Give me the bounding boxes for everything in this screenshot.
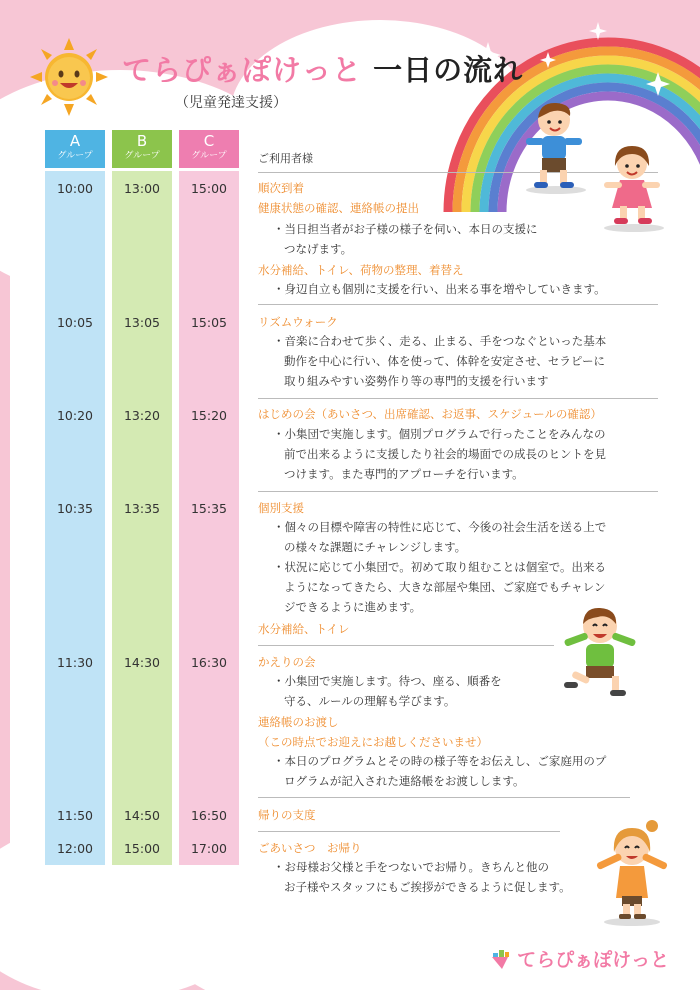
- row-divider: [258, 831, 560, 832]
- row-divider: [258, 398, 658, 399]
- time-a: 10:20: [56, 408, 94, 423]
- row-divider: [258, 645, 554, 646]
- description-text: ・小集団で実施します。個別プログラムで行ったことをみんなの: [273, 427, 606, 441]
- description-text: ・個々の目標や障害の特性に応じて、今後の社会生活を送る上で: [273, 520, 607, 534]
- time-b: 13:05: [123, 315, 161, 330]
- description-text: 守る、ルールの理解も学びます。: [284, 694, 456, 708]
- time-b: 13:35: [123, 501, 161, 516]
- logo-mark-icon: [488, 947, 512, 971]
- description-text: つなげます。: [284, 242, 353, 256]
- description-text: の様々な課題にチャレンジします。: [284, 540, 467, 554]
- time-a: 11:30: [56, 655, 94, 670]
- time-c: 15:35: [190, 501, 228, 516]
- users-column-header: ご利用者様: [258, 152, 313, 165]
- group-c-column: [179, 130, 239, 168]
- time-c: 15:20: [190, 408, 228, 423]
- time-b: 13:00: [123, 181, 161, 196]
- section-heading: リズムウォーク: [258, 315, 338, 329]
- page-title: [122, 48, 523, 89]
- section-heading: かえりの会: [258, 655, 316, 669]
- group-c-body: [179, 171, 239, 865]
- group-a-column: [45, 130, 105, 168]
- section-heading: はじめの会（あいさつ、出席確認、お返事、スケジュールの確認）: [258, 407, 602, 421]
- time-a: 10:00: [56, 181, 94, 196]
- row-divider: [258, 304, 658, 305]
- section-heading: 個別支援: [258, 501, 304, 515]
- description-text: つけます。また専門的アプローチを行います。: [284, 467, 524, 481]
- section-heading: （この時点でお迎えにお越しくださいませ）: [258, 735, 488, 749]
- time-c: 17:00: [190, 841, 228, 856]
- description-text: ・小集団で実施します。待つ、座る、順番を: [273, 674, 502, 688]
- time-c: 15:05: [190, 315, 228, 330]
- description-text: ・状況に応じて小集団で。初めて取り組むことは個室で。出来る: [273, 560, 607, 574]
- description-text: 前で出来るように支援したり社会的場面での成長のヒントを見: [284, 447, 606, 461]
- group-b-label: グループ: [124, 151, 160, 161]
- description-text: ログラムが記入された連絡帳をお渡しします。: [284, 774, 525, 788]
- time-c: 16:30: [190, 655, 228, 670]
- logo-text: てらぴぁぽけっと: [517, 949, 670, 971]
- sun-icon: [30, 38, 108, 116]
- section-heading: 水分補給、トイレ: [258, 622, 350, 636]
- section-heading: 連絡帳のお渡し: [258, 715, 339, 729]
- group-c-label: グループ: [191, 151, 227, 161]
- group-b-column: [112, 130, 172, 168]
- time-b: 14:30: [123, 655, 161, 670]
- time-b: 14:50: [123, 808, 161, 823]
- description-text: ジできるように進めます。: [284, 600, 422, 614]
- time-b: 13:20: [123, 408, 161, 423]
- group-c-header: [179, 130, 239, 168]
- brand-name: てらぴぁぽけっと: [122, 53, 363, 87]
- row-divider: [258, 491, 658, 492]
- group-a-letter: A: [69, 132, 81, 150]
- group-b-header: [112, 130, 172, 168]
- jumping-boy-illustration: [560, 602, 640, 702]
- time-c: 16:50: [190, 808, 228, 823]
- row-divider: [258, 797, 630, 798]
- running-girl-illustration: [598, 140, 670, 232]
- description-text: 取り組みやすい姿勢作り等の専門的支援を行います: [284, 374, 549, 388]
- description-text: お子様やスタッフにもご挨拶ができるように促します。: [284, 880, 571, 894]
- page-subtitle: （児童発達支援）: [175, 95, 287, 111]
- time-a: 11:50: [56, 808, 94, 823]
- description-text: ・本日のプログラムとその時の様子等をお伝えし、ご家庭用のプ: [273, 754, 607, 768]
- group-a-body: [45, 171, 105, 865]
- section-heading: ごあいさつ お帰り: [258, 841, 362, 855]
- section-heading: 順次到着: [258, 181, 304, 195]
- description-text: ようになってきたら、大きな部屋や集団、ご家庭でもチャレン: [284, 580, 606, 594]
- section-heading: 水分補給、トイレ、荷物の整理、着替え: [258, 263, 464, 277]
- footer-logo: [488, 945, 669, 972]
- group-c-letter: C: [203, 132, 215, 150]
- section-heading: 健康状態の確認、連絡帳の提出: [258, 201, 419, 215]
- time-a: 10:35: [56, 501, 94, 516]
- group-b-letter: B: [136, 132, 148, 150]
- description-text: ・身辺自立も個別に支援を行い、出来る事を増やしていきます。: [273, 282, 606, 296]
- running-boy-illustration: [520, 98, 592, 194]
- time-a: 10:05: [56, 315, 94, 330]
- description-text: ・音楽に合わせて歩く、走る、止まる、手をつなぐといった基本: [273, 334, 607, 348]
- section-heading: 帰りの支度: [258, 808, 316, 822]
- group-a-label: グループ: [57, 151, 93, 161]
- title-text: 一日の流れ: [373, 53, 524, 87]
- description-text: 動作を中心に行い、体を使って、体幹を安定させ、セラピーに: [284, 354, 605, 368]
- group-b-body: [112, 171, 172, 865]
- time-c: 15:00: [190, 181, 228, 196]
- group-a-header: [45, 130, 105, 168]
- description-text: ・お母様お父様と手をつないでお帰り。きちんと他の: [273, 860, 549, 874]
- time-b: 15:00: [123, 841, 161, 856]
- waving-girl-illustration: [592, 818, 672, 926]
- time-a: 12:00: [56, 841, 94, 856]
- description-text: ・当日担当者がお子様の様子を伺い、本日の支援に: [273, 222, 538, 236]
